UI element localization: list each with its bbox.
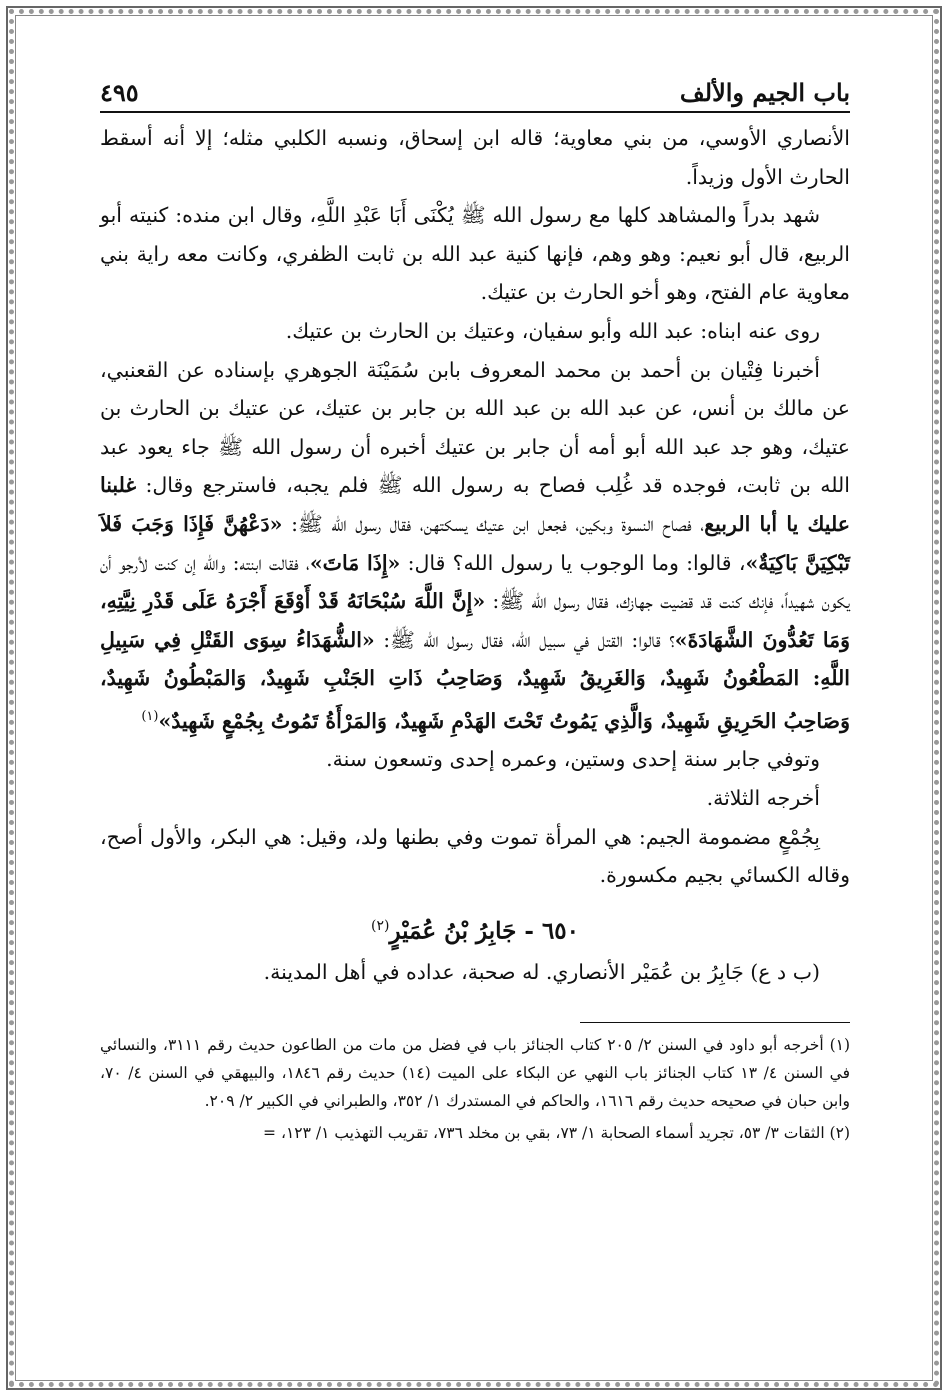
paragraph-extracted: أخرجه الثلاثة. (706, 785, 820, 810)
paragraph-narrators: روى عنه ابناه: عبد الله وأبو سفيان، وعتيك بن الحارث بن عتيك. (285, 318, 820, 343)
hadith-quote: «دَعْهُنَّ فَإِذَا وَجَبَ فَلاَ تَبْكِيَنَّ بَاكِيَةٌ» (100, 511, 850, 575)
paragraph-biography: شهد بدراً والمشاهد كلها مع رسول الله ﷺ يُكْنَى أَبَا عَبْدِ اللَّهِ، وقال ابن منده: كنيته أبو الربيع، قال أبو نعيم: وهو وهم، فإنها كنية عبد الله بن ثابت الظفري، وكانت معه راية بني معاوية عام الفتح، وهو أخو الحارث بن عتيك. (100, 203, 850, 305)
paragraph-death: وتوفي جابر سنة إحدى وستين، وعمره إحدى وتسعون سنة. (326, 747, 820, 772)
page-number: ٤٩٥ (100, 78, 139, 107)
entry-heading (100, 907, 850, 951)
paragraph-hadith (100, 351, 850, 741)
main-text (100, 119, 850, 992)
paragraph-lineage: الأنصاري الأوسي، من بني معاوية؛ قاله ابن إسحاق، ونسبه الكلبي مثله؛ إلا أنه أسقط الحارث الأول وزيداً. (100, 126, 850, 189)
entry-title: ٦٥٠ - جَابِرُ بْنُ عُمَيْرٍ (389, 917, 579, 945)
hadith-quote: «الشُّهَدَاءُ سِوَى القَتْلِ فِي سَبِيلِ اللَّهِ: المَطْعُونُ شَهِيدٌ، وَالغَرِيقُ شَهِيدٌ، وَصَاحِبُ ذَاتِ الجَنْبِ شَهِيدٌ، وَالمَبْطُونُ شَهِيدٌ، وَصَاحِبُ الحَرِيقِ شَهِيدٌ، وَالَّذِي يَمُوتُ تَحْتَ الهَدْمِ شَهِيدٌ، وَالمَرْأَةُ تَمُوتُ بِجُمْعٍ شَهِيدٌ» (100, 627, 850, 733)
footnote-ref-1: (١) (141, 708, 159, 724)
footnote-ref-2: (٢) (371, 917, 390, 934)
paragraph-gloss: بِجُمْعٍ مضمومة الجيم: هي المرأة تموت وفي بطنها ولد، وقيل: هي البكر، والأول أصح، وقاله الكسائي بجيم مكسورة. (100, 824, 850, 888)
running-header (100, 78, 850, 113)
hadith-text: ؟ قالوا: القتل في سبيل الله، فقال رسول الله ﷺ: (383, 627, 675, 652)
paragraph-entry: (ب د ع) جَابِرُ بن عُمَيْر الأنصاري. له صحبة، عداده في أهل المدينة. (263, 959, 820, 984)
hadith-quote: غلبنا عليك يا أبا الربيع (100, 473, 850, 536)
hadith-quote: «إِنَّ اللَّهَ سُبْحَانَهُ قَدْ أَوْقَعَ أَجْرَهُ عَلَى قَدْرِ نِيَّتِهِ، وَمَا تَعُدُّونَ الشَّهَادَةَ» (100, 589, 850, 652)
footnote-1: (١) أخرجه أبو داود في السنن ٢/ ٢٠٥ كتاب الجنائز باب في فضل من مات من الطاعون حديث رقم ٣١١١، والنسائي في السنن ٤/ ١٣ كتاب الجنائز باب النهي عن البكاء على الميت (١٤) حديث رقم ١٨٤٦، والبيهقي في السنن ٤/ ٧٠، وابن حبان في صحيحه حديث رقم ١٦١٦، والحاكم في المستدرك ١/ ٣٥٢، والطبراني في الكبير ٢/ ٢٠٩. (100, 1035, 851, 1110)
page (100, 78, 850, 1147)
footnote-divider (580, 1022, 850, 1023)
header-title: باب الجيم والألف (679, 78, 850, 107)
hadith-text: ، فقالت ابنته: والله إن كنت لأرجو أن يكون شهيداً، فإنك كنت قد قضيت جهازك، فقال رسول الله ﷺ: (100, 550, 850, 614)
hadith-text: أخبرنا فِتْيان بن أحمد بن محمد المعروف بابن سُمَيْنَة الجوهري بإسناده عن القعنبي، عن مالك بن أنس، عن عبد الله بن عبد الله بن جابر بن عتيك، عن عتيك بن الحارث بن عتيك، وهو جد عبد الله أبو أمه أن جابر بن عتيك أخبره أن رسول الله ﷺ جاء يعود عبد الله بن ثابت، فوجده قد غُلِب فصاح به رسول الله ﷺ فلم يجبه، فاسترجع وقال: (100, 357, 850, 498)
footnotes (100, 1031, 850, 1147)
hadith-text: ، قالوا: وما الوجوب يا رسول الله؟ قال: (407, 550, 746, 575)
hadith-quote: «إِذَا مَاتَ» (309, 550, 401, 575)
hadith-text: ، فصاح النسوة وبكين، فجعل ابن عتيك يسكتهن، فقال رسول الله ﷺ: (291, 511, 705, 536)
footnote-2: (٢) الثقات ٣/ ٥٣، تجريد أسماء الصحابة ١/ ٧٣، بقي بن مخلد ٧٣٦، تقريب التهذيب ١/ ١٢٣، = (263, 1123, 850, 1142)
